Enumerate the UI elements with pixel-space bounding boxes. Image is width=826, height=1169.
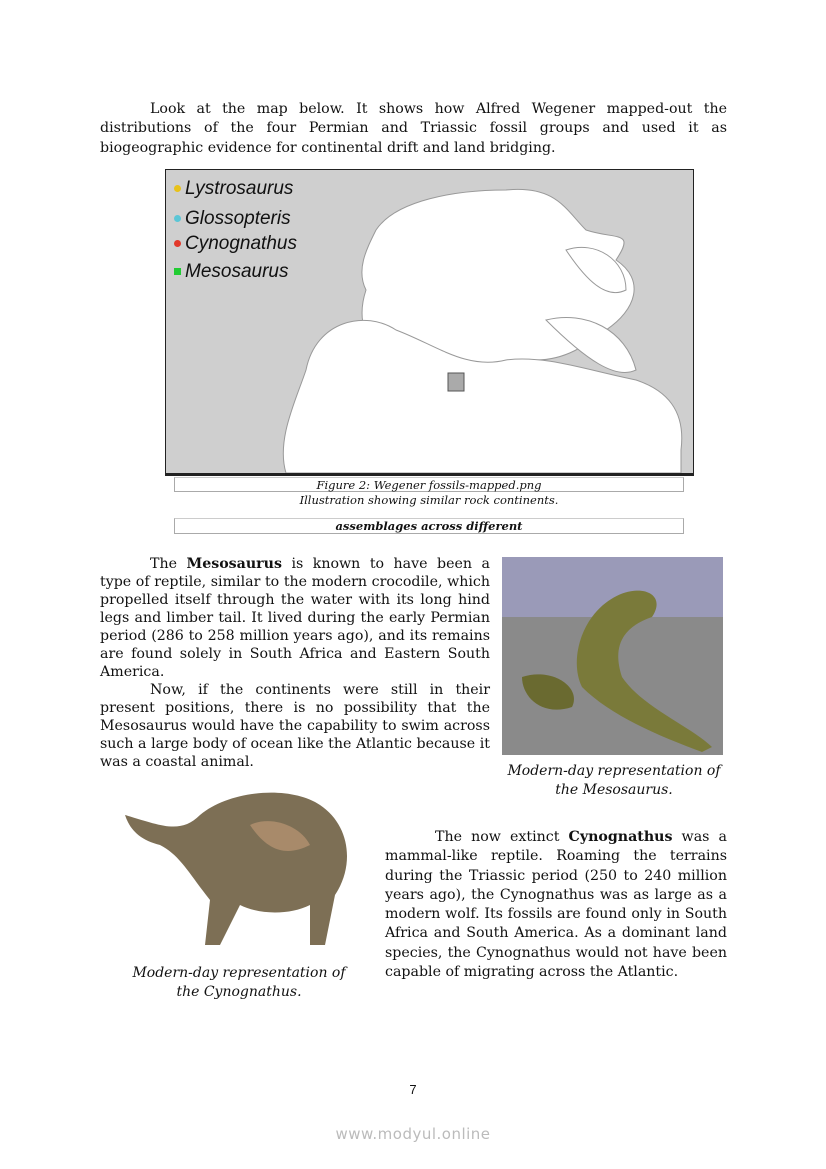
- figure-caption: Illustration showing similar rock continents.: [299, 493, 559, 507]
- mesosaurus-section: [100, 555, 490, 771]
- mesosaurus-caption: Modern-day representation of the Mesosaurus.: [507, 763, 721, 798]
- legend-label: Mesosaurus: [185, 261, 289, 282]
- mesosaurus-marker-icon: [174, 268, 181, 275]
- glossopteris-marker-icon: [174, 215, 181, 222]
- intro-paragraph: Look at the map below. It shows how Alfred Wegener mapped-out the distributions of the four Permian and Triassic fossil groups and used it as biogeographic evidence for continental drift and land bridging.: [100, 101, 727, 156]
- wegener-fossil-map: [165, 169, 694, 476]
- cynognathus-image: [120, 785, 360, 960]
- mesosaurus-image: [502, 557, 723, 755]
- mesosaurus-term: Mesosaurus: [186, 556, 282, 572]
- mesosaurus-paragraph-1: The Mesosaurus is known to have been a type of reptile, similar to the modern crocodile, which propelled itself through the water with its long hind legs and limber tail. It lived during the early Permian period (286 to 258 million years ago), and its remains are found solely in South Africa and Eastern South America.: [100, 556, 491, 680]
- figure-box-text: assemblages across different: [174, 518, 684, 534]
- mesosaurus-paragraph-2: Now, if the continents were still in their present positions, there is no possibility that the Mesosaurus would have the capability to swim across such a large body of ocean like the Atlantic because it was a coastal animal.: [100, 682, 490, 770]
- page-number: 7: [409, 1082, 417, 1097]
- cynognathus-marker-icon: [174, 240, 181, 247]
- figure-filename-caption: Figure 2: Wegener fossils-mapped.png: [174, 477, 684, 492]
- legend-label: Lystrosaurus: [185, 178, 294, 199]
- watermark: www.modyul.online: [335, 1125, 491, 1143]
- legend-item-lystrosaurus: [174, 178, 293, 200]
- legend-item-glossopteris: [174, 208, 291, 230]
- cynognathus-paragraph: The now extinct Cynognathus was a mammal-like reptile. Roaming the terrains during the Triassic period (250 to 240 million years ago), the Cynognathus was as large as a modern wolf. Its fossils are found only in South Africa and South America. As a dominant land species, the Cynognathus would not have been capable of migrating across the Atlantic.: [385, 829, 727, 981]
- legend-item-mesosaurus: [174, 261, 289, 283]
- legend-item-cynognathus: [174, 233, 297, 255]
- legend-label: Glossopteris: [185, 208, 291, 229]
- cynognathus-term: Cynognathus: [568, 829, 673, 845]
- cynognathus-caption: Modern-day representation of the Cynognathus.: [132, 965, 346, 1000]
- lystrosaurus-marker-icon: [174, 185, 181, 192]
- legend-label: Cynognathus: [185, 233, 297, 254]
